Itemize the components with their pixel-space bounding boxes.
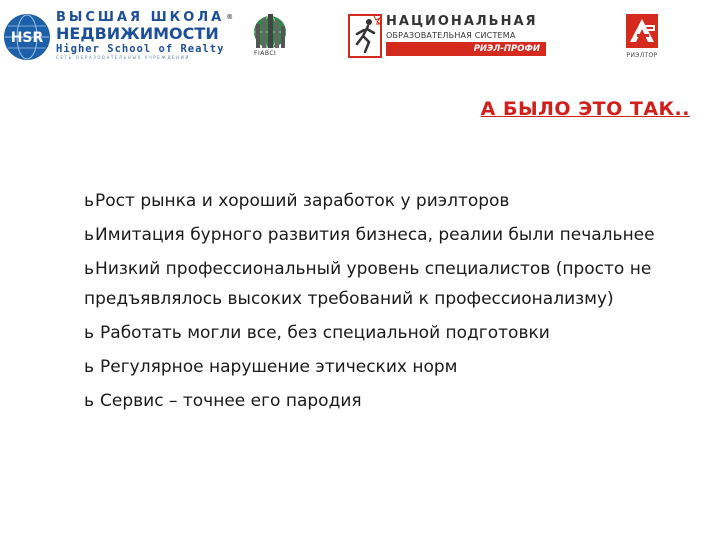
hsr-line3: Higher School of Realty bbox=[56, 43, 225, 55]
bullet-marker: ь bbox=[84, 259, 95, 279]
bullet-item bbox=[84, 220, 684, 250]
bullet-item bbox=[84, 386, 684, 416]
bullet-text: Низкий профессиональный уровень специалистов (просто не предъявлялось высоких требований к профессионализму) bbox=[84, 259, 652, 309]
rieltor-emblem-icon bbox=[620, 14, 664, 50]
bullet-marker: ь bbox=[84, 191, 95, 211]
rieltor-label: РИЭЛТОР bbox=[626, 52, 658, 59]
national-line2: ОБРАЗОВАТЕЛЬНАЯ СИСТЕМА bbox=[386, 31, 516, 40]
rieltor-logo bbox=[620, 14, 664, 62]
bullet-list bbox=[84, 186, 684, 420]
bullet-marker: ь bbox=[84, 391, 95, 411]
hsr-wordmark bbox=[56, 10, 233, 61]
bullet-item bbox=[84, 254, 684, 314]
bullet-text: Рост рынка и хороший заработок у риэлторов bbox=[95, 191, 510, 211]
hsr-line1-text: ВЫСШАЯ ШКОЛА bbox=[56, 10, 225, 25]
national-education-logo bbox=[348, 12, 548, 60]
bullet-item bbox=[84, 318, 684, 348]
hsr-line4: СЕТЬ ОБРАЗОВАТЕЛЬНЫХ УЧРЕЖДЕНИЙ bbox=[56, 55, 190, 60]
hsr-line2: НЕДВИЖИМОСТИ bbox=[56, 24, 219, 43]
fiabci-label: FIABCI bbox=[254, 50, 277, 57]
bullet-item bbox=[84, 352, 684, 382]
fiabci-logo bbox=[242, 14, 298, 60]
hsr-line1 bbox=[56, 10, 233, 25]
hsr-badge: HSR bbox=[10, 30, 44, 46]
bullet-marker: ь bbox=[84, 357, 95, 377]
bullet-marker: ь bbox=[84, 225, 95, 245]
slide-title: А БЫЛО ЭТО ТАК.. bbox=[480, 98, 690, 120]
national-line1: НАЦИОНАЛЬНАЯ bbox=[386, 14, 538, 29]
hsr-logo bbox=[4, 10, 234, 66]
bullet-text: Регулярное нарушение этических норм bbox=[100, 357, 458, 377]
running-figure-icon bbox=[348, 14, 382, 58]
bullet-text: Имитация бурного развития бизнеса, реалии были печальнее bbox=[95, 225, 655, 245]
registered-mark: ® bbox=[226, 13, 234, 21]
fiabci-building-icon bbox=[242, 14, 298, 50]
bullet-marker: ь bbox=[84, 323, 95, 343]
globe-icon bbox=[4, 14, 50, 60]
bullet-text: Сервис – точнее его пародия bbox=[100, 391, 362, 411]
bullet-item bbox=[84, 186, 684, 216]
national-line3: РИЭЛ-ПРОФИ bbox=[386, 42, 546, 56]
bullet-text: Работать могли все, без специальной подготовки bbox=[100, 323, 550, 343]
